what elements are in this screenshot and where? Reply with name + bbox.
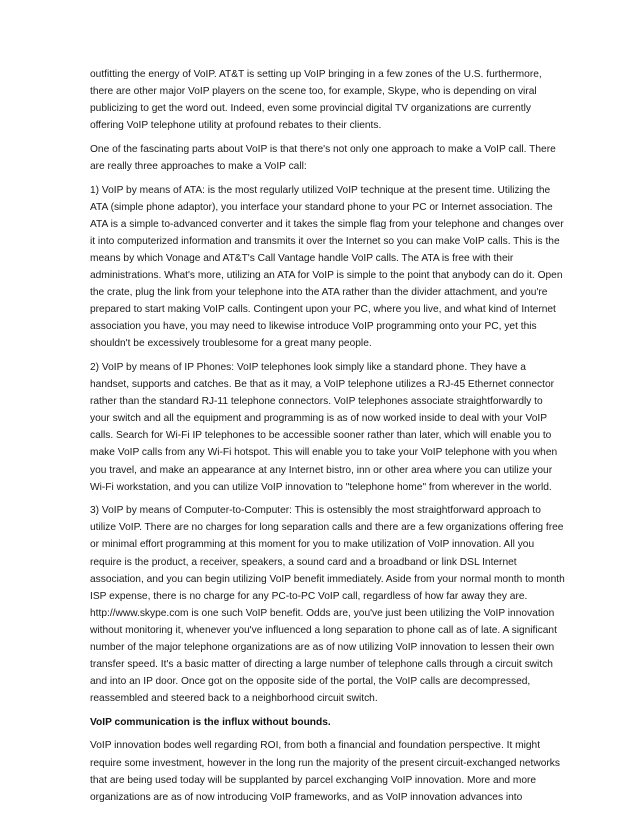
- paragraph-roi: VoIP innovation bodes well regarding ROI, from both a financial and foundation perspective. It might require some investment, however in the long run the majority of the present circuit-exchanged networks that are being used today will be supplanted by parcel exchanging VoIP innovation. More and more organizations are as of now introducing VoIP frameworks, and as VoIP innovation advances into: [90, 740, 560, 803]
- paragraph-voip-computer-to-computer: 3) VoIP by means of Computer-to-Computer: This is ostensibly the most straightforward approach to utilize VoIP. There are no charges for long separation calls and there are a few organizations offering free or minimal effort programming at this moment for you to make utilization of VoIP innovation. All you require is the product, a receiver, speakers, a sound card and a broadband or link DSL Internet association, and you can begin utilizing VoIP benefit immediately. Aside from your normal month to month ISP expense, there is no charge for any PC-to-PC VoIP call, regardless of how far away they are. http://www.skype.com is one such VoIP benefit. Odds are, you've just been utilizing the VoIP innovation without monitoring it, whenever you've influenced a long separation to phone call as of late. A significant number of the major telephone organizations are as of now utilizing VoIP innovation to lessen their own transfer speed. It's a basic matter of directing a large number of telephone calls through a circuit switch and into an IP door. Once got on the opposite side of the portal, the VoIP calls are decompressed, reassembled and steered back to a neighborhood circuit switch.: [90, 505, 565, 705]
- section-heading: VoIP communication is the influx without bounds.: [90, 716, 331, 728]
- paragraph-approaches-intro: One of the fascinating parts about VoIP is that there's not only one approach to make a VoIP call. There are really three approaches to make a VoIP call:: [90, 143, 556, 172]
- paragraph-voip-ata: 1) VoIP by means of ATA: is the most regularly utilized VoIP technique at the present time. Utilizing the ATA (simple phone adaptor), you interface your standard phone to your PC or Internet association. The ATA is a simple to-advanced converter and it takes the simple flag from your telephone and changes over it into computerized information and transmits it over the Internet so you can make VoIP calls. This is the means by which Vonage and AT&T's Call Vantage handle VoIP calls. The ATA is free with their administrations. What's more, utilizing an ATA for VoIP is simple to the point that anybody can do it. Open the crate, plug the link from your telephone into the ATA rather than the divider attachment, and you're prepared to start making VoIP calls. Contingent upon your PC, where you live, and what kind of Internet association you have, you may need to likewise introduce VoIP programming onto your PC, yet this shouldn't be excessively troublesome for a great many people.: [90, 184, 564, 350]
- document-body: [90, 66, 565, 812]
- paragraph-intro-continued: outfitting the energy of VoIP. AT&T is setting up VoIP bringing in a few zones of the U.S. furthermore, there are other major VoIP players on the scene too, for example, Skype, who is depending on viral publicizing to get the word out. Indeed, even some provincial digital TV organizations are currently offering VoIP telephone utility at profound rebates to their clients.: [90, 69, 542, 132]
- paragraph-voip-ip-phones: 2) VoIP by means of IP Phones: VoIP telephones look simply like a standard phone. They have a handset, supports and catches. Be that as it may, a VoIP telephone utilizes a RJ-45 Ethernet connector rather than the standard RJ-11 telephone connectors. VoIP telephones associate straightforwardly to your switch and all the equipment and programming is as of now worked inside to deal with your VoIP calls. Search for Wi-Fi IP telephones to be accessible sooner rather than later, which will enable you to make VoIP calls from any Wi-Fi hotspot. This will enable you to take your VoIP telephone with you when you travel, and make an appearance at any Internet bistro, inn or other area where you can utilize your Wi-Fi workstation, and you can utilize VoIP innovation to "telephone home" from wherever in the world.: [90, 362, 558, 493]
